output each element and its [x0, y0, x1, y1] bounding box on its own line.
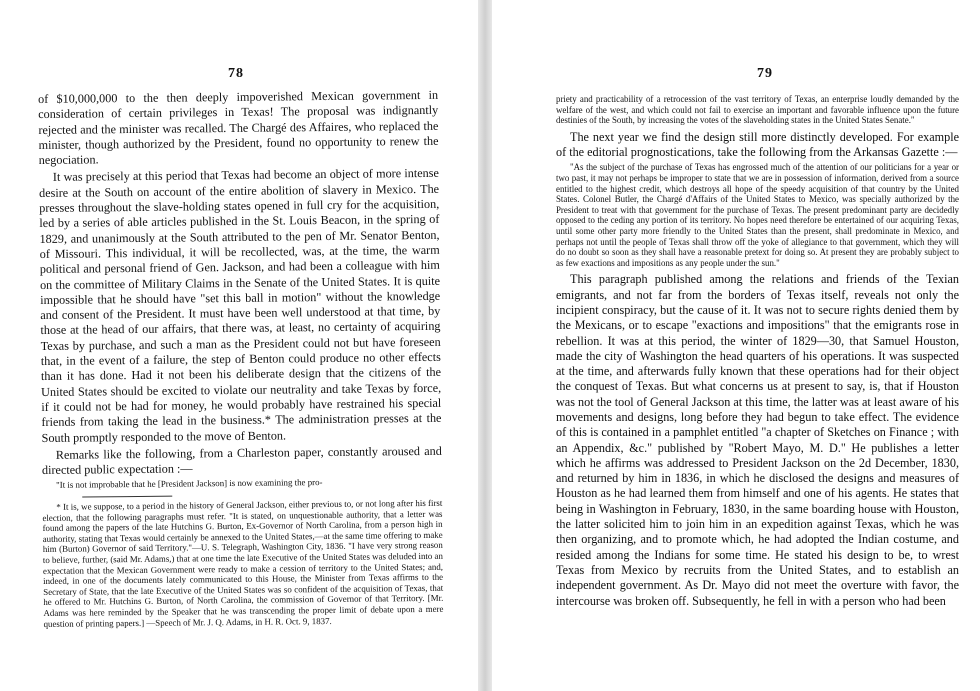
footnote-rule [82, 496, 172, 498]
paragraph: The next year we find the design still more distinctly developed. For example of the editorial prognostications, take the following from the Arkansas Gazette :— [556, 129, 959, 160]
left-page [0, 0, 478, 691]
page-number: 78 [228, 66, 244, 81]
page-number: 79 [757, 66, 773, 81]
footnote: * It is, we suppose, to a period in the history of General Jackson, either previous to, or not long after his first election, that the following paragraphs must refer. "It is stated, on unquestionable authority, that a letter was found among the papers of the late Hutchins G. Burton, Ex-Governor of North Carolina, from a person high in authority, stating that Texas would certainly be annexed to the United States,—at the same time offering to make him (Burton) Governor of said Territory."—U. S. Telegraph, Washington City, 1836. "I have very strong reason to believe, further, (said Mr. Adams,) that at one time the late Executive of the United States was deluded into an expectation that the Mexican Government were ready to make a cession of territory to the United States; and, indeed, in one of the documents lately communicated to this House, the Minister from Texas affirms to the Secretary of State, that the late Executive of the United States was so confident of the acquisition of Texas, that he offered to Mr. Hutchins G. Burton, of North Carolina, the commission of Governor of that Territory. [Mr. Adams was here reminded by the Speaker that he was transcending the proper limit of debate upon a mere question of printing papers.] —Speech of Mr. J. Q. Adams, in H. R. Oct. 9, 1837. [42, 497, 444, 629]
paragraph: This paragraph published among the relations and friends of the Texian emigrants, and not far from the borders of Texas itself, reveals not only the incipient conspiracy, but the cause of it. It was not to secure rights denied them by the Mexicans, or to escape "exactions and impositions" that the emigrants rose in rebellion. It was at this period, the winter of 1829—30, that Samuel Houston, made the city of Washington the head quarters of his operations. It was suspected at the time, and afterwards fully known that these operations had for their object the conquest of Texas. But what concerns us at present to say, is, that if Houston was not the tool of General Jackson at this time, the latter was at least aware of his movements and designs, long before they had begun to take effect. The evidence of this is contained in a pamphlet entitled "a chapter of Sketches on Finance ; with an Appendix, &c." published by "Robert Mayo, M. D." He publishes a letter which he affirms was addressed to President Jackson on the 2d December, 1830, and returned by him in 1836, in which he disclosed the designs and measures of Houston as he had learned them from himself and one of his agents. He states that being in Washington in February, 1830, in the same boarding house with Houston, the latter solicited him to join him in an expedition against Texas, which he was then organizing, and to promote which, he had adopted the Indian costume, and resided among the Indians for some time. He stated his design to be, to wrest Texas from Mexico by recruits from the United States, and to establish an independent government. As Dr. Mayo did not meet the overture with favor, the intercourse was broken off. Subsequently, he fell in with a person who had been [556, 272, 959, 608]
book-gutter [478, 0, 492, 691]
paragraph: Remarks like the following, from a Charleston paper, constantly aroused and directed public expectation :— [41, 443, 442, 478]
block-quote: priety and practicability of a retrocession of the vast territory of Texas, an enterprise loudly demanded by the welfare of the west, and which could not fail to exercise an important and favorable influence upon the future destinies of the South, by increasing the votes of the slaveholding states in the United States Senate." [556, 94, 959, 126]
right-body [556, 92, 959, 611]
paragraph: of $10,000,000 to the then deeply impoverished Mexican government in consideration of certain privileges in Texas! The proposal was indignantly rejected and the minister was recalled. The Chargé des Affaires, who replaced the minister, though authorized by the President, found no opportunity to renew the negociation. [38, 87, 439, 168]
block-quote: "As the subject of the purchase of Texas has engrossed much of the attention of our politicians for a year or two past, it may not perhaps be improper to state that we are in possession of information, derived from a source entitled to the highest credit, which destroys all hope of the speedy acquisition of that country by the United States. Colonel Butler, the Chargé d'Affairs of the United States to Mexico, was specially authorized by the President to treat with that government for the purchase of Texas. The present predominant party are decidedly opposed to the ceding any portion of its territory. No hopes need therefore be entertained of our acquiring Texas, until some other party more friendly to the United States than the present, shall predominate in Mexico, and perhaps not until the people of Texas shall throw off the yoke of allegiance to that government, which they will do no doubt so soon as they shall have a reasonable pretext for doing so. At present they are probably subject to as few exactions and impositions as any people under the sun." [556, 162, 959, 268]
right-page [492, 0, 980, 691]
block-quote: "It is not improbable that he [President Jackson] is now examining the pro- [56, 477, 323, 491]
left-body [38, 88, 444, 631]
paragraph: It was precisely at this period that Texas had become an object of more intense desire at the South on account of the entire abolition of slavery in Mexico. The presses throughout the slave-holding states opened in full cry for the acquisition, led by a series of able articles published in the St. Louis Beacon, in the spring of 1829, and unanimously at the South attributed to the pen of Mr. Senator Benton, of Missouri. This individual, it will be recollected, was, at the time, the warm political and personal friend of Gen. Jackson, and had been a colleague with him on the committee of Military Claims in the Senate of the United States. It is quite impossible that he should have "set this ball in motion" without the knowledge and consent of the President. It must have been well understood at that time, by those at the head of our affairs, that there was, at least, no certainty of acquiring Texas by purchase, and such a man as the President could not but have foreseen that, in the event of a failure, the step of Benton could produce no other effects than it has done. Had it not been his deliberate design that the citizens of the United States should be excited to violate our neutrality and take Texas by force, if it could not be had for money, he would probably have restrained his special friends from taking the lead in the business.* The administration presses at the South promptly responded to the move of Benton. [38, 166, 442, 445]
